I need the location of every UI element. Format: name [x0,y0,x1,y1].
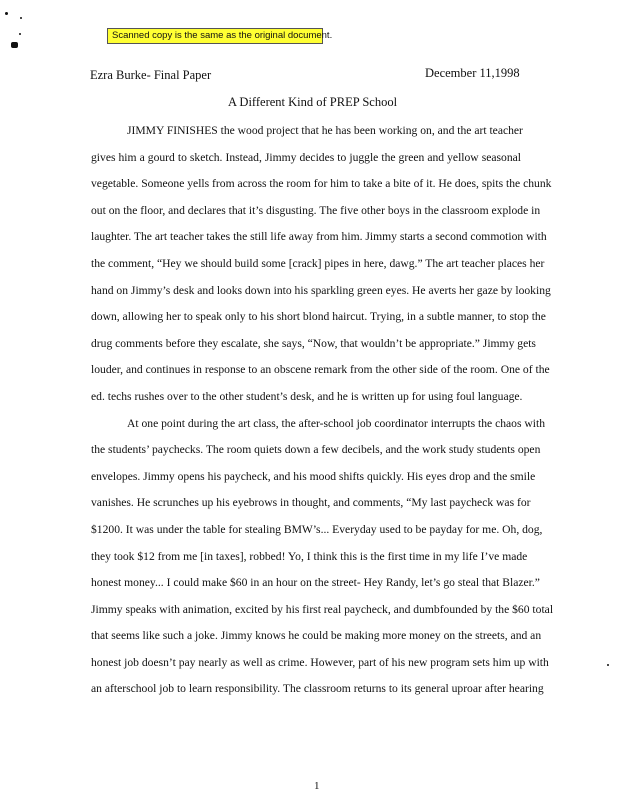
body-line: gives him a gourd to sketch. Instead, Jimmy decides to juggle the green and yellow seasonal [91,150,521,164]
body-line: JIMMY FINISHES the wood project that he has been working on, and the art teacher [127,124,523,137]
body-line: an afterschool job to learn responsibility. The classroom returns to its general uproar after hearing [91,682,544,696]
body-line: vegetable. Someone yells from across the room for him to take a bite of it. He does, spits the chunk [91,177,552,191]
body-line: drug comments before they escalate, she says, “Now, that wouldn’t be appropriate.” Jimmy gets [91,336,536,350]
body-line: $1200. It was under the table for stealing BMW’s... Everyday used to be payday for me. Oh, dog, [91,522,543,536]
body-line: ed. techs rushes over to the other student’s desk, and he is written up for using foul language. [91,389,523,403]
scan-speck [5,12,8,15]
scanned-copy-stamp: Scanned copy is the same as the original document. [107,28,323,44]
paper-body [91,121,554,706]
body-line: hand on Jimmy’s desk and looks down into his sparkling green eyes. He averts her gaze by looking [91,283,551,297]
body-line: louder, and continues in response to an obscene remark from the other side of the room. One of the [91,363,550,377]
body-line: vanishes. He scrunches up his eyebrows in thought, and comments, “My last paycheck was for [91,496,531,510]
body-line: envelopes. Jimmy opens his paycheck, and his mood shifts quickly. His eyes drop and the smile [91,469,536,483]
body-line: they took $12 from me [in taxes], robbed! Yo, I think this is the first time in my life I’ve made [91,549,528,563]
scan-speck [19,33,21,35]
body-line: honest job doesn’t pay nearly as well as crime. However, part of his new program sets him up with [91,655,549,669]
scan-speck [20,17,22,19]
scan-speck [607,664,609,666]
paper-title: A Different Kind of PREP School [227,95,398,109]
scan-speck [11,42,18,48]
body-line: laughter. The art teacher takes the still life away from him. Jimmy starts a second commotion with [91,230,547,244]
body-line: the comment, “Hey we should build some [crack] pipes in here, dawg.” The art teacher places her [91,256,545,270]
date-header: December 11,1998 [425,66,520,80]
body-line: out on the floor, and declares that it’s disgusting. The five other boys in the classroom explode in [91,203,541,217]
author-header: Ezra Burke- Final Paper [90,68,212,82]
body-line: the students’ paychecks. The room quiets down a few decibels, and the work study students open [91,443,541,457]
page-number: 1 [314,780,320,792]
body-line: down, allowing her to speak only to his short blond haircut. Trying, in a subtle manner, to stop the [91,310,546,324]
body-line: that seems like such a joke. Jimmy knows he could be making more money on the streets, and an [91,629,542,643]
body-line: honest money... I could make $60 in an hour on the street- Hey Randy, let’s go steal that Blazer.” [91,576,540,590]
body-line: Jimmy speaks with animation, excited by his first real paycheck, and dumbfounded by the $60 total [91,602,554,616]
body-line: At one point during the art class, the after-school job coordinator interrupts the chaos with [127,416,545,430]
